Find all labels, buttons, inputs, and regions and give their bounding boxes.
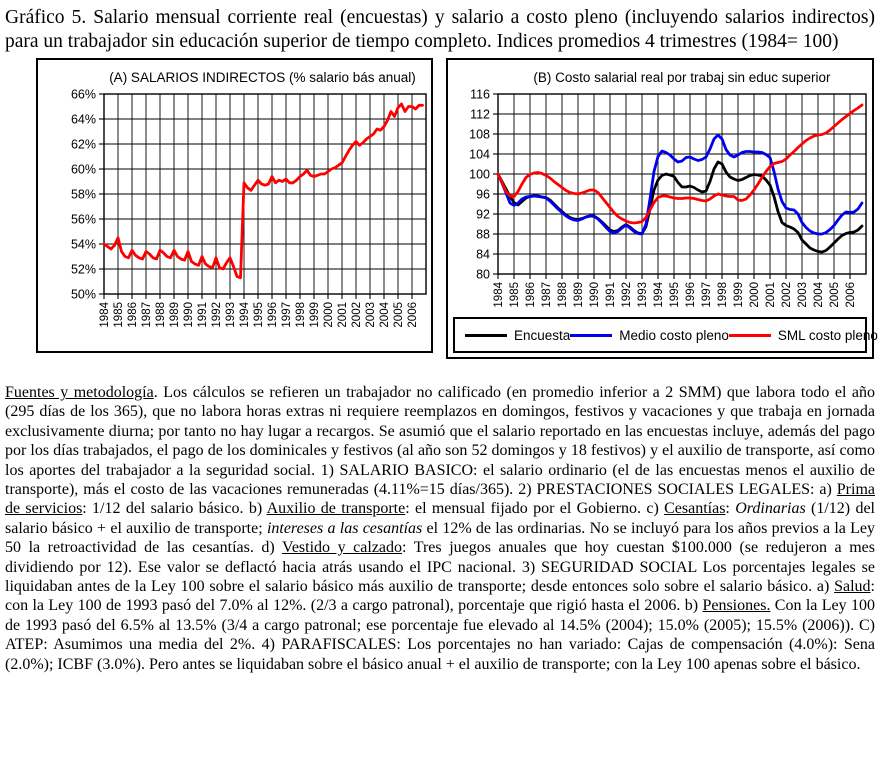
x-tick-label: 2005 bbox=[393, 302, 405, 328]
x-tick-label: 1987 bbox=[141, 302, 153, 328]
charts-row bbox=[0, 58, 880, 372]
chart-b-panel bbox=[446, 58, 878, 359]
x-tick-label: 1999 bbox=[733, 282, 745, 308]
x-tick-label: 2003 bbox=[797, 282, 809, 308]
x-tick-label: 1995 bbox=[253, 302, 265, 328]
x-tick-label: 2002 bbox=[781, 282, 793, 308]
legend-label: Encuesta bbox=[514, 327, 571, 343]
x-tick-label: 2006 bbox=[845, 282, 857, 308]
y-tick-label: 112 bbox=[470, 107, 490, 122]
x-tick-label: 2006 bbox=[407, 302, 419, 328]
x-tick-label: 1985 bbox=[113, 302, 125, 328]
notes-italic-term: Ordinarias bbox=[735, 500, 806, 518]
y-tick-label: 56% bbox=[70, 212, 96, 227]
x-tick-label: 1986 bbox=[127, 302, 139, 328]
y-tick-label: 52% bbox=[70, 262, 96, 277]
x-tick-label: 1988 bbox=[557, 282, 569, 308]
x-tick-label: 2001 bbox=[765, 282, 777, 308]
x-tick-label: 2001 bbox=[337, 302, 349, 328]
notes-text: (1/12) del salario básico + el auxilio de transporte; bbox=[5, 500, 875, 537]
x-tick-label: 1994 bbox=[239, 302, 251, 328]
legend-line-swatch bbox=[570, 334, 612, 337]
notes-text: . Los cálculos se refieren un trabajador no calificado (en promedio inferior a 2 SMM) que labora todo el año (295 días de los 365), que no labora horas extras ni requiere reemplazos en domingos, festivos y vacaciones y que trabaja en jornada exclusivamente diurna; por tanto no hay lugar a recargos. Se asumió que el salario reportado en las encuestas incluye, además del pago por los días trabajados, el pago de los dominicales y festivos (al año son 52 domingos y 18 festivos) y el auxilio de transporte, así como los aportes del trabajador a la seguridad social. 1) SALARIO BASICO: el salario ordinario (el de las encuestas menos el auxilio de transporte), más el costo de las vacaciones remuneradas (4.11%=15 días/365). 2) PRESTACIONES SOCIALES LEGALES: a) bbox=[5, 384, 875, 499]
x-tick-label: 1999 bbox=[309, 302, 321, 328]
x-tick-label: 1993 bbox=[637, 282, 649, 308]
notes-text: : Tres juegos anuales que hoy cuestan $100.000 (se redujeron a mes dividiendo por 12). Ese valor se deflactó hacia atrás usando el IPC nacional. 3) SEGURIDAD SOCIAL Los porcentajes legales se liquidaban antes de la Ley 100 sobre el salario básico más auxilio de transporte; desde entonces solo sobre el salario básico. a) bbox=[5, 539, 875, 596]
x-tick-label: 1993 bbox=[225, 302, 237, 328]
y-tick-label: 96 bbox=[476, 187, 490, 202]
figure-title: Gráfico 5. Salario mensual corriente real (encuestas) y salario a costo pleno (incluyendo salarios indirectos) para un trabajador sin educación superior de tiempo completo. Indices promedios 4 trimestres (1984= 100) bbox=[5, 7, 875, 52]
y-tick-label: 64% bbox=[70, 112, 96, 127]
notes-underlined-term: Prima de servicios bbox=[5, 481, 875, 518]
x-tick-label: 1988 bbox=[155, 302, 167, 328]
x-tick-label: 1994 bbox=[653, 282, 665, 308]
x-tick-label: 1996 bbox=[267, 302, 279, 328]
x-tick-label: 1987 bbox=[541, 282, 553, 308]
series-line-encuesta bbox=[498, 162, 862, 252]
notes-text: Con la Ley 100 de 1993 pasó del 6.5% al 13.5% (3/4 a cargo patronal; ese porcentaje fue elevado al 14.5% (2004); 15.0% (2005); 15.5% (2006)). C) ATEP: Asumimos una media del 2%. 4) PARAFISCALES: Los porcentajes no han variado: Cajas de compensación (4.0%): Sena (2.0%); ICBF (3.0%). Pero antes se liquidaban sobre el básico anual + el auxilio de transporte; con la Ley 100 apenas sobre el básico. bbox=[5, 597, 876, 673]
x-tick-label: 1985 bbox=[509, 282, 521, 308]
x-tick-label: 1996 bbox=[685, 282, 697, 308]
notes-text: : el mensual fijado por el Gobierno. c) bbox=[405, 500, 665, 518]
chart-b-legend bbox=[453, 317, 878, 353]
y-tick-label: 84 bbox=[476, 247, 490, 262]
notes-underlined-term: Salud bbox=[834, 578, 871, 596]
notes-text: : con la Ley 100 de 1993 pasó del 7.0% al 12%. (2/3 a cargo patronal), porcentaje que rigió hasta el 2006. b) bbox=[5, 578, 875, 615]
x-tick-label: 1989 bbox=[169, 302, 181, 328]
x-tick-label: 1991 bbox=[197, 302, 209, 328]
y-tick-label: 50% bbox=[70, 287, 96, 302]
legend-item bbox=[729, 328, 878, 343]
x-tick-label: 1986 bbox=[525, 282, 537, 308]
notes-underlined-term: Auxilio de transporte bbox=[266, 500, 406, 518]
x-tick-label: 1984 bbox=[99, 302, 111, 328]
y-tick-label: 60% bbox=[70, 162, 96, 177]
x-tick-label: 1991 bbox=[605, 282, 617, 308]
y-tick-label: 100 bbox=[469, 167, 490, 182]
notes-text: : 1/12 del salario básico. b) bbox=[82, 500, 267, 518]
y-tick-label: 66% bbox=[70, 88, 96, 102]
y-tick-label: 58% bbox=[70, 187, 96, 202]
legend-label: Medio costo pleno bbox=[619, 327, 729, 343]
x-tick-label: 2000 bbox=[749, 282, 761, 308]
y-tick-label: 88 bbox=[476, 227, 490, 242]
notes-text: : bbox=[725, 500, 736, 518]
chart-b-title: (B) Costo salarial real por trabaj sin educ superior bbox=[533, 70, 831, 85]
notes-text: el 12% de las ordinarias. No se incluyó para los años previos a la Ley 50 la retroactividad de las cesantías. d) bbox=[5, 519, 876, 557]
x-tick-label: 2000 bbox=[323, 302, 335, 328]
chart-a-plot bbox=[38, 88, 431, 351]
x-tick-label: 1989 bbox=[573, 282, 585, 308]
x-tick-label: 1992 bbox=[621, 282, 633, 308]
x-tick-label: 2003 bbox=[365, 302, 377, 328]
legend-item bbox=[570, 328, 729, 343]
x-tick-label: 1984 bbox=[493, 282, 505, 308]
notes-underlined-term: Vestido y calzado bbox=[282, 539, 403, 557]
x-tick-label: 1998 bbox=[717, 282, 729, 308]
x-tick-label: 1990 bbox=[589, 282, 601, 308]
legend-item bbox=[465, 328, 570, 343]
y-tick-label: 116 bbox=[470, 88, 490, 102]
y-tick-label: 108 bbox=[469, 127, 490, 142]
x-tick-label: 1990 bbox=[183, 302, 195, 328]
y-tick-label: 80 bbox=[476, 267, 490, 282]
methodology-notes bbox=[5, 383, 875, 674]
figure-page bbox=[0, 6, 880, 674]
x-tick-label: 1998 bbox=[295, 302, 307, 328]
legend-label: SML costo pleno bbox=[777, 327, 878, 343]
x-tick-label: 1992 bbox=[211, 302, 223, 328]
y-tick-label: 62% bbox=[70, 137, 96, 152]
x-tick-label: 2004 bbox=[813, 282, 825, 308]
y-tick-label: 92 bbox=[476, 207, 490, 222]
y-tick-label: 104 bbox=[469, 147, 490, 162]
chart-b-plot bbox=[448, 88, 872, 317]
chart-a-panel bbox=[36, 58, 433, 353]
legend-line-swatch bbox=[465, 334, 507, 337]
y-tick-label: 54% bbox=[70, 237, 96, 252]
notes-underlined-term: Pensiones. bbox=[702, 597, 771, 615]
x-tick-label: 2002 bbox=[351, 302, 363, 328]
x-tick-label: 2004 bbox=[379, 302, 391, 328]
notes-underlined-term: Fuentes y metodología bbox=[5, 384, 154, 401]
notes-italic-term: intereses a las cesantías bbox=[266, 519, 423, 537]
x-tick-label: 1995 bbox=[669, 282, 681, 308]
x-tick-label: 1997 bbox=[281, 302, 293, 328]
notes-underlined-term: Cesantías bbox=[664, 500, 726, 518]
legend-line-swatch bbox=[729, 334, 771, 337]
series-line-salarios-indirectos bbox=[104, 104, 423, 278]
chart-a-title: (A) SALARIOS INDIRECTOS (% salario bás anual) bbox=[109, 70, 416, 85]
x-tick-label: 1997 bbox=[701, 282, 713, 308]
x-tick-label: 2005 bbox=[829, 282, 841, 308]
